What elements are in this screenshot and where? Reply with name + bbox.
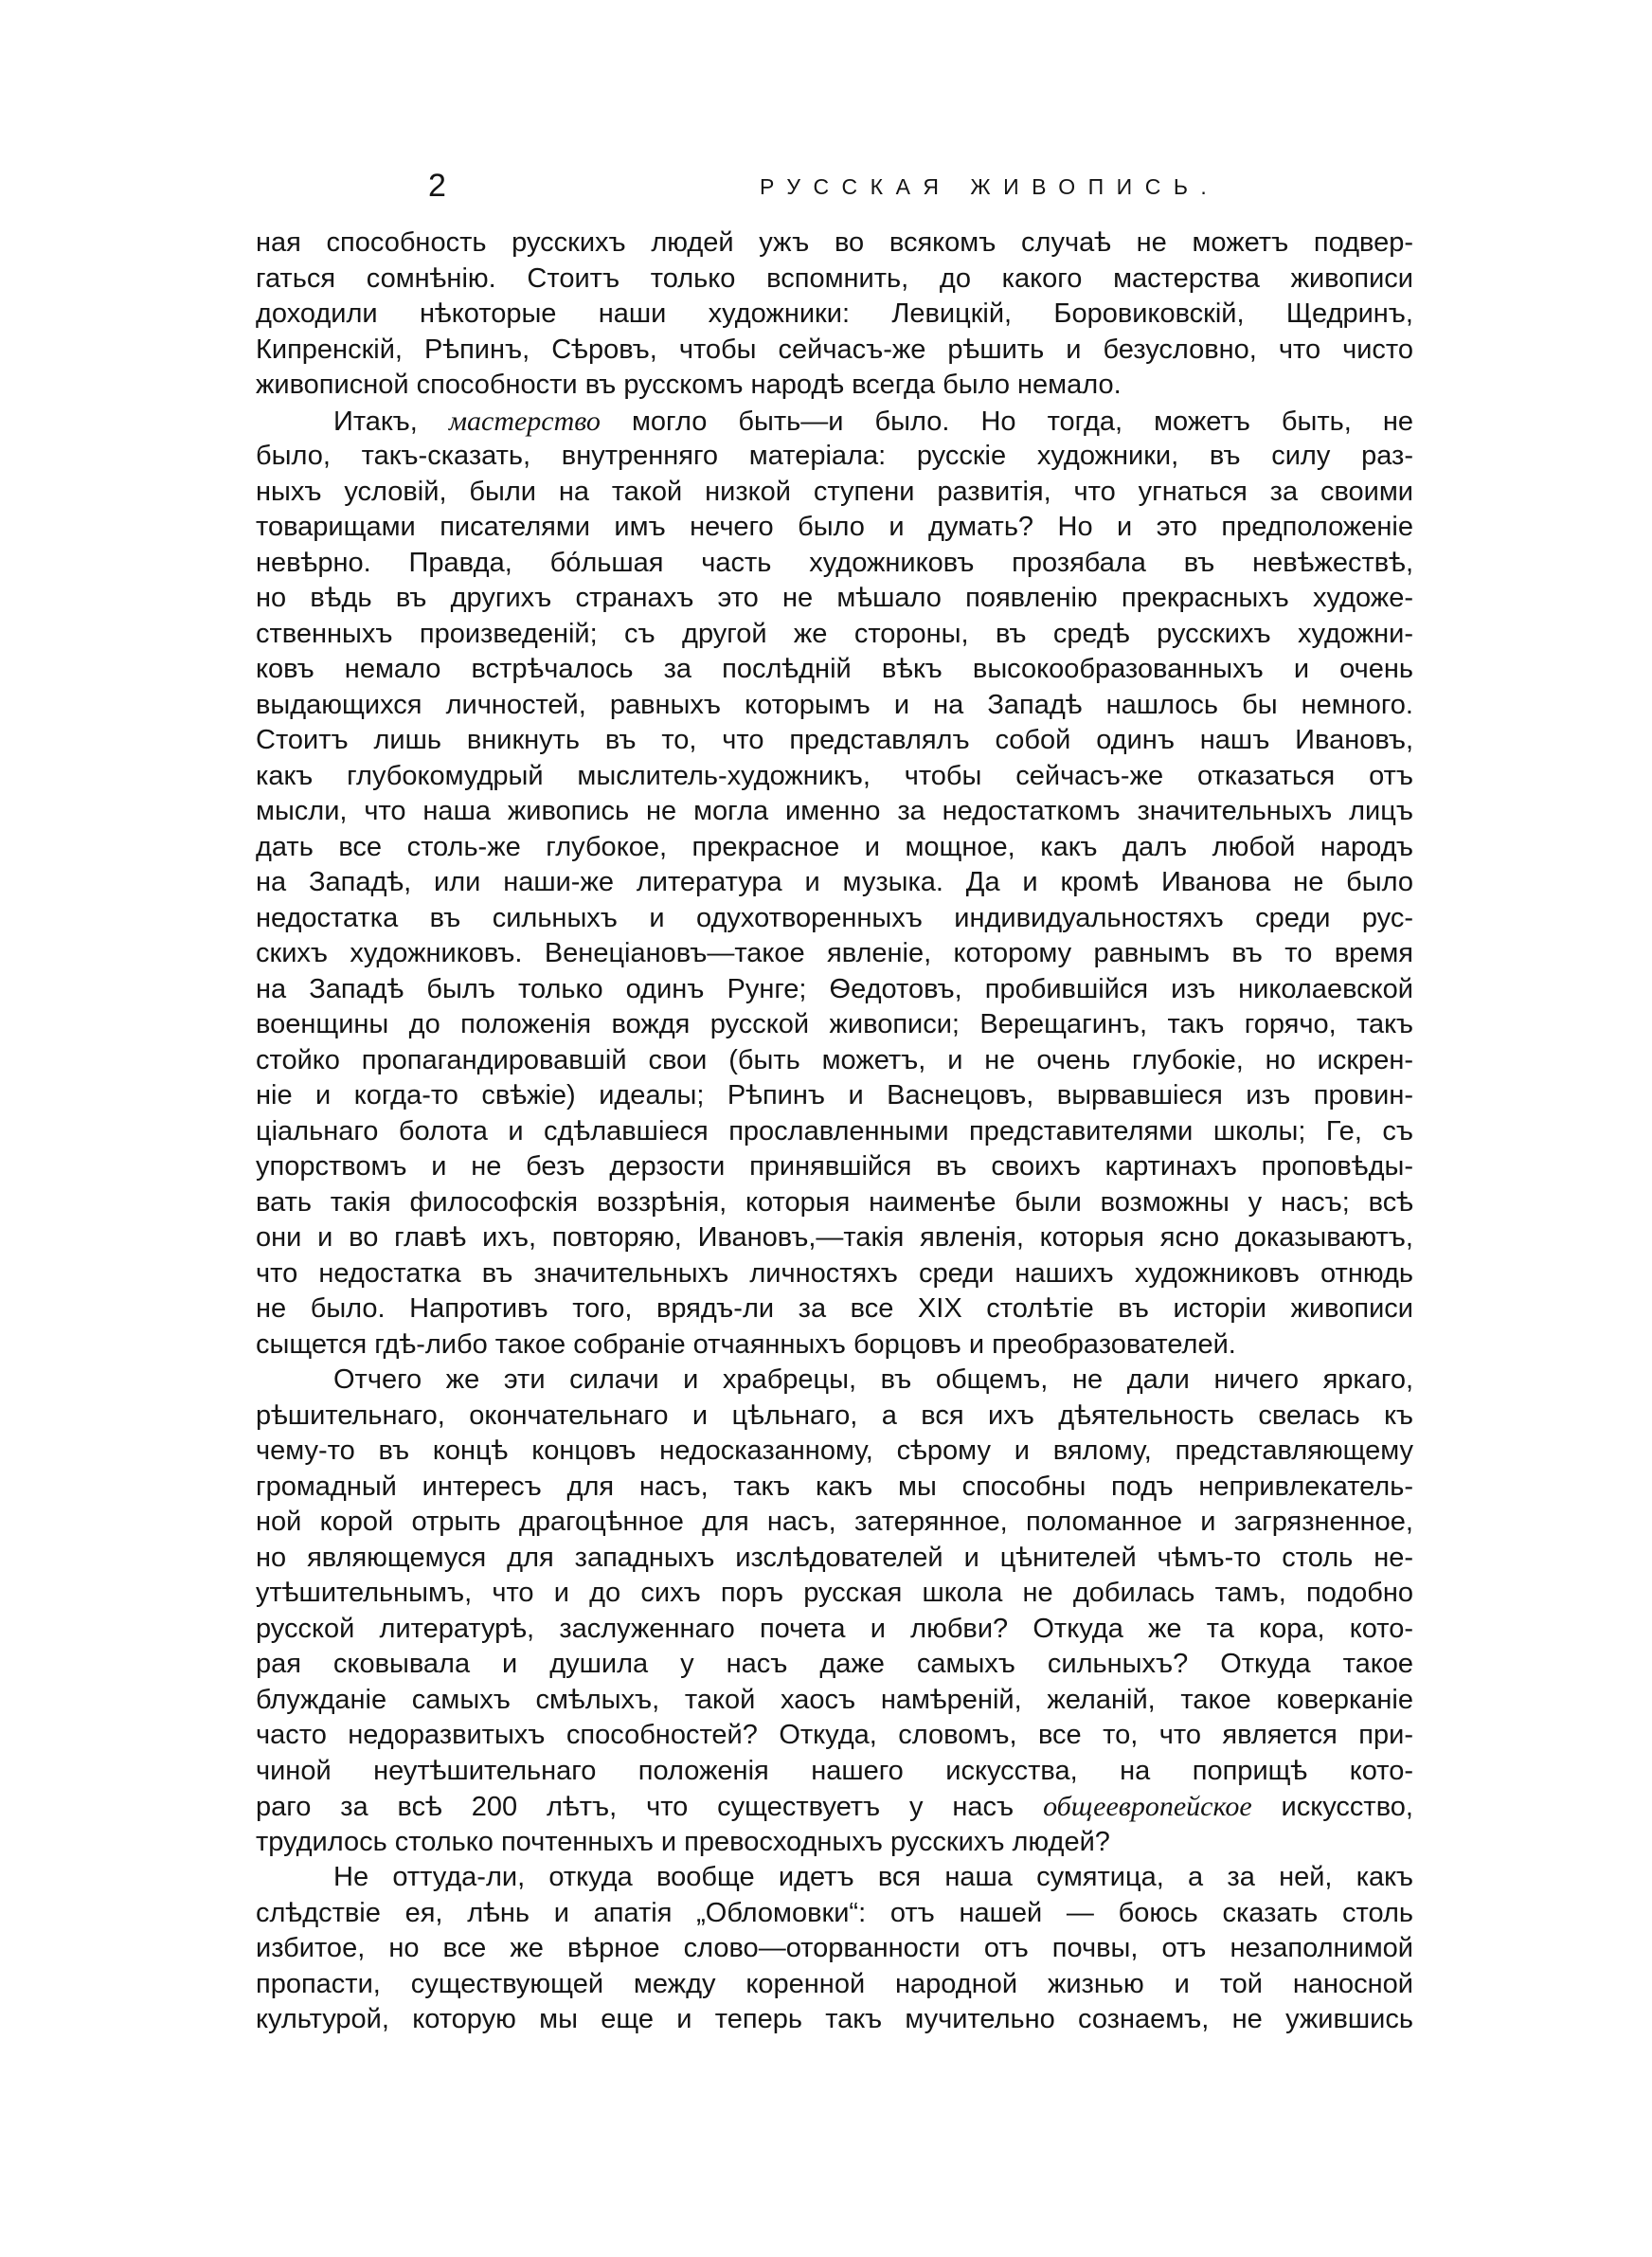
text-line bbox=[256, 652, 1413, 688]
text-line bbox=[256, 936, 1413, 972]
emphasis-text: общеевропейское bbox=[1043, 1791, 1252, 1822]
text-line bbox=[256, 972, 1413, 1008]
text-line bbox=[256, 1434, 1413, 1470]
text-run: недостатка въ сильныхъ и одухотворенныхъ индивидуальностяхъ среди рус- bbox=[256, 902, 1413, 933]
text-run: ковъ немало встрѣчалось за послѣдній вѣкъ высокообразованныхъ и очень bbox=[256, 654, 1413, 684]
text-run: живописной способности въ русскомъ народѣ всегда было немало. bbox=[256, 370, 1122, 400]
emphasis-text: мастерство bbox=[448, 405, 601, 437]
text-run: ныхъ условій, были на такой низкой ступени развитія, что угнаться за своими bbox=[256, 476, 1413, 507]
text-line bbox=[256, 368, 1413, 404]
text-line bbox=[256, 1576, 1413, 1612]
text-line bbox=[256, 617, 1413, 653]
text-run: громадный интересъ для насъ, такъ какъ мы способны подъ непривлекатель- bbox=[256, 1471, 1413, 1502]
text-line bbox=[256, 1043, 1413, 1079]
text-run: пропасти, существующей между коренной народной жизнью и той наносной bbox=[256, 1968, 1413, 1999]
text-line bbox=[256, 865, 1413, 901]
text-run: слѣдствіе ея, лѣнь и апатія „Обломовки“: отъ нашей — боюсь сказать столь bbox=[256, 1897, 1413, 1928]
text-line bbox=[256, 1007, 1413, 1043]
text-line bbox=[256, 1291, 1413, 1327]
text-run: рѣшительнаго, окончательнаго и цѣльнаго, а вся ихъ дѣятельность свелась къ bbox=[256, 1399, 1413, 1431]
text-line bbox=[256, 404, 1413, 440]
text-run: Стоитъ лишь вникнуть въ то, что представлялъ собой одинъ нашъ Ивановъ, bbox=[256, 725, 1413, 755]
text-line bbox=[256, 1860, 1413, 1896]
text-line bbox=[256, 1541, 1413, 1577]
running-title: РУССКАЯ ЖИВОПИСЬ. bbox=[760, 174, 1220, 199]
text-run: на Западѣ, или наши-же литература и музыка. Да и кромѣ Иванова не было bbox=[256, 867, 1413, 897]
text-run: вать такія философскія воззрѣнія, которыя наименѣе были возможны у насъ; всѣ bbox=[256, 1186, 1413, 1218]
text-line bbox=[256, 1718, 1413, 1754]
text-run: ціальнаго болота и сдѣлавшіеся прославленными представителями школы; Ге, съ bbox=[256, 1115, 1413, 1147]
text-line bbox=[256, 475, 1413, 511]
text-run: Итакъ, bbox=[333, 406, 449, 437]
text-line bbox=[256, 1149, 1413, 1185]
text-run: трудилось столько почтенныхъ и превосходныхъ русскихъ людей? bbox=[256, 1826, 1110, 1857]
text-run: Кипренскій, Рѣпинъ, Сѣровъ, чтобы сейчасъ-же рѣшить и безусловно, что чисто bbox=[256, 334, 1413, 365]
text-run: мысли, что наша живопись не могла именно за недостаткомъ значительныхъ лицъ bbox=[256, 796, 1413, 826]
text-run: дать все столь-же глубокое, прекрасное и мощное, какъ далъ любой народъ bbox=[256, 831, 1413, 862]
text-line bbox=[256, 1220, 1413, 1256]
text-line bbox=[256, 297, 1413, 333]
text-line bbox=[256, 581, 1413, 617]
text-line bbox=[256, 1256, 1413, 1292]
text-run: невѣрно. Правда, бо́льшая часть художниковъ прозябала въ невѣжествѣ, bbox=[256, 547, 1413, 578]
text-run: избитое, но все же вѣрное слово—оторванности отъ почвы, отъ незаполнимой bbox=[256, 1933, 1413, 1963]
text-run: Не оттуда-ли, откуда вообще идетъ вся наша сумятица, а за ней, какъ bbox=[333, 1862, 1413, 1892]
text-run: упорствомъ и не безъ дерзости принявшійся въ своихъ картинахъ проповѣды- bbox=[256, 1151, 1413, 1182]
text-line bbox=[256, 1789, 1413, 1825]
text-run: ственныхъ произведеній; съ другой же стороны, въ средѣ русскихъ художни- bbox=[256, 618, 1413, 649]
text-run: чиной неутѣшительнаго положенія нашего искусства, на поприщѣ кото- bbox=[256, 1755, 1413, 1786]
text-run: блужданіе самыхъ смѣлыхъ, такой хаосъ намѣреній, желаній, такое коверканіе bbox=[256, 1684, 1413, 1715]
text-line bbox=[256, 1114, 1413, 1150]
text-run: сыщется гдѣ-либо такое собраніе отчаянныхъ борцовъ и преобразователей. bbox=[256, 1328, 1236, 1360]
text-run: не было. Напротивъ того, врядъ-ли за все XIX столѣтіе въ исторіи живописи bbox=[256, 1293, 1413, 1324]
text-run: было, такъ-сказать, внутренняго матеріала: русскіе художники, въ силу раз- bbox=[256, 441, 1413, 471]
text-run: искусство, bbox=[1251, 1792, 1413, 1822]
text-line bbox=[256, 1078, 1413, 1114]
text-line bbox=[256, 1967, 1413, 2003]
text-run: товарищами писателями имъ нечего было и думать? Но и это предположеніе bbox=[256, 512, 1413, 542]
text-line bbox=[256, 688, 1413, 724]
text-run: русской литературѣ, заслуженнаго почета и любви? Откуда же та кора, кото- bbox=[256, 1613, 1413, 1644]
text-line bbox=[256, 1612, 1413, 1648]
text-line bbox=[256, 1363, 1413, 1399]
text-run: ной корой отрыть драгоцѣнное для насъ, затерянное, поломанное и загрязненное, bbox=[256, 1507, 1413, 1537]
page-number: 2 bbox=[428, 168, 446, 204]
text-line bbox=[256, 1327, 1413, 1363]
text-line bbox=[256, 901, 1413, 937]
text-line bbox=[256, 723, 1413, 759]
text-run: раго за всѣ 200 лѣтъ, что существуетъ у насъ bbox=[256, 1792, 1044, 1822]
text-run: но вѣдь въ другихъ странахъ это не мѣшало появленію прекрасныхъ художе- bbox=[256, 583, 1413, 613]
text-line bbox=[256, 510, 1413, 546]
text-run: выдающихся личностей, равныхъ которымъ и на Западѣ нашлось бы немного. bbox=[256, 689, 1413, 720]
text-run: гаться сомнѣнію. Стоитъ только вспомнить, до какого мастерства живописи bbox=[256, 262, 1413, 294]
text-run: скихъ художниковъ. Венеціановъ—такое явленіе, которому равнымъ въ то время bbox=[256, 938, 1413, 968]
text-line bbox=[256, 794, 1413, 830]
body-text bbox=[256, 226, 1413, 2038]
text-run: Отчего же эти силачи и храбрецы, въ общемъ, не дали ничего яркаго, bbox=[333, 1364, 1413, 1395]
text-line bbox=[256, 1754, 1413, 1790]
text-line bbox=[256, 2002, 1413, 2038]
text-run: они и во главѣ ихъ, повторяю, Ивановъ,—такія явленія, которыя ясно доказываютъ, bbox=[256, 1222, 1413, 1253]
text-line bbox=[256, 1647, 1413, 1683]
text-line bbox=[256, 1683, 1413, 1719]
text-line bbox=[256, 759, 1413, 795]
text-run: ная способность русскихъ людей ужъ во всякомъ случаѣ не можетъ подвер- bbox=[256, 227, 1413, 258]
text-run: чему-то въ концѣ концовъ недосказанному, сѣрому и вялому, представляющему bbox=[256, 1435, 1413, 1466]
text-line bbox=[256, 1825, 1413, 1861]
text-run: стойко пропагандировавшій свои (быть можетъ, и не очень глубокіе, но искрен- bbox=[256, 1044, 1413, 1075]
text-line bbox=[256, 262, 1413, 298]
text-run: военщины до положенія вождя русской живописи; Верещагинъ, такъ горячо, такъ bbox=[256, 1009, 1413, 1039]
text-line bbox=[256, 1470, 1413, 1506]
text-run: что недостатка въ значительныхъ личностяхъ среди нашихъ художниковъ отнюдь bbox=[256, 1257, 1413, 1289]
text-line bbox=[256, 1896, 1413, 1932]
text-run: ніе и когда-то свѣжіе) идеалы; Рѣпинъ и Васнецовъ, вырвавшіеся изъ провин- bbox=[256, 1080, 1413, 1110]
text-line bbox=[256, 1399, 1413, 1435]
text-run: но являющемуся для западныхъ изслѣдователей и цѣнителей чѣмъ-то столь не- bbox=[256, 1542, 1413, 1573]
text-line bbox=[256, 830, 1413, 866]
text-line bbox=[256, 439, 1413, 475]
text-run: утѣшительнымъ, что и до сихъ поръ русская школа не добилась тамъ, подобно bbox=[256, 1578, 1413, 1608]
text-line bbox=[256, 546, 1413, 582]
text-run: часто недоразвитыхъ способностей? Откуда, словомъ, все то, что является при- bbox=[256, 1720, 1413, 1750]
text-run: какъ глубокомудрый мыслитель-художникъ, чтобы сейчасъ-же отказаться отъ bbox=[256, 760, 1413, 791]
text-line bbox=[256, 1931, 1413, 1967]
text-line bbox=[256, 1505, 1413, 1541]
text-run: могло быть—и было. Но тогда, можетъ быть, не bbox=[600, 406, 1413, 437]
text-run: на Западѣ былъ только одинъ Рунге; Ѳедотовъ, пробившійся изъ николаевской bbox=[256, 973, 1413, 1004]
text-run: культурой, которую мы еще и теперь такъ мучительно сознаемъ, не ужившись bbox=[256, 2004, 1413, 2034]
text-run: доходили нѣкоторые наши художники: Левицкій, Боровиковскій, Щедринъ, bbox=[256, 298, 1413, 329]
text-line bbox=[256, 1185, 1413, 1221]
text-line bbox=[256, 333, 1413, 369]
text-run: рая сковывала и душила у насъ даже самыхъ сильныхъ? Откуда такое bbox=[256, 1649, 1413, 1679]
running-head bbox=[258, 167, 1508, 205]
text-line bbox=[256, 226, 1413, 262]
